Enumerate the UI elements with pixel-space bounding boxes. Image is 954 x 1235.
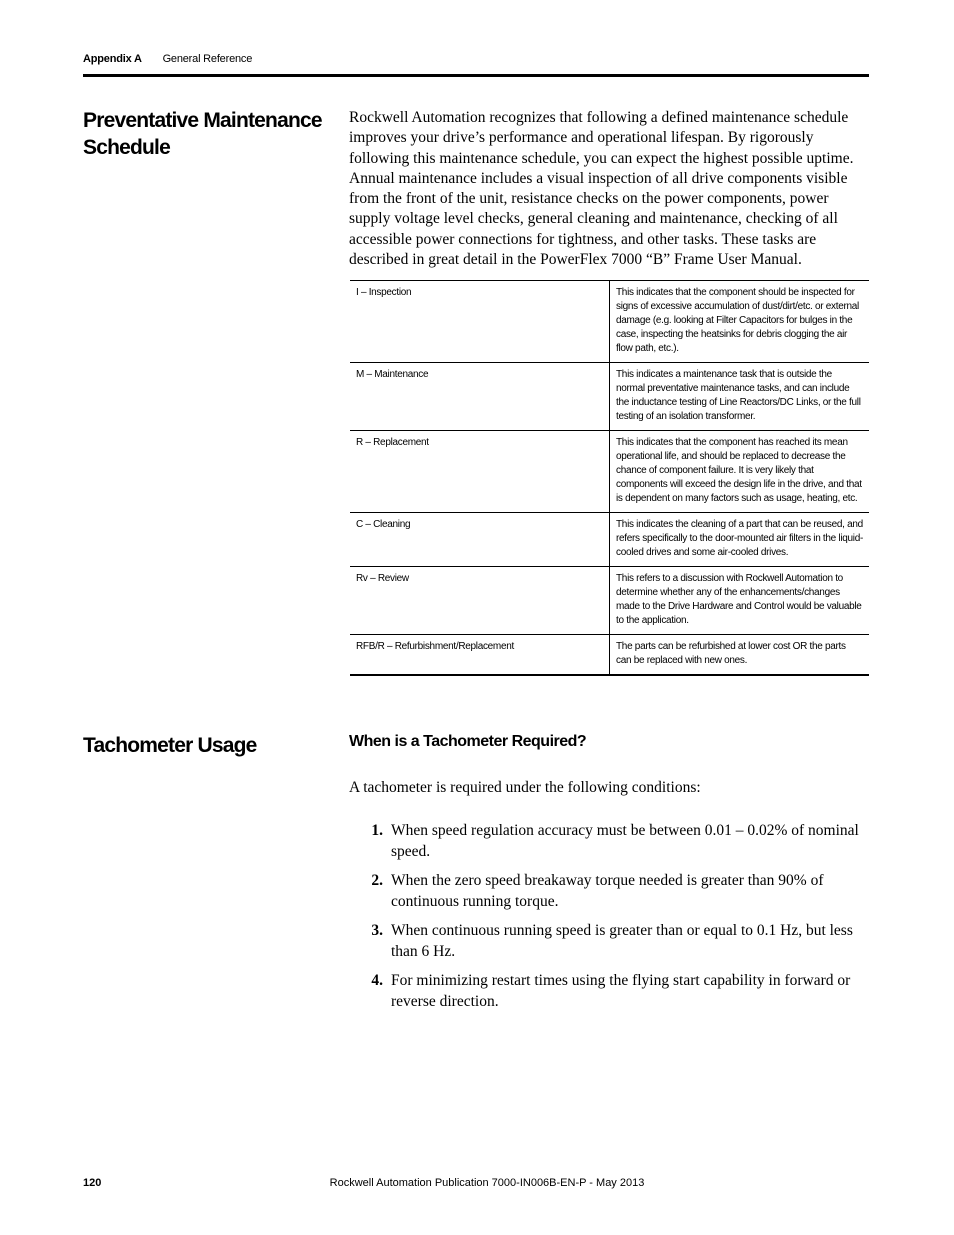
- list-number: 2.: [371, 872, 383, 889]
- legend-description: The parts can be refurbished at lower cost OR the parts can be replaced with new ones.: [610, 635, 870, 676]
- legend-description: This indicates a maintenance task that is outside the normal preventative maintenance tasks, and can include the inductance testing of Line Reactors/DC Links, or the full testing of an isolation transformer.: [610, 363, 870, 431]
- list-text: When speed regulation accuracy must be between 0.01 – 0.02% of nominal speed.: [391, 822, 859, 860]
- section-label: General Reference: [162, 53, 253, 65]
- page-number: 120: [83, 1177, 102, 1189]
- legend-description: This indicates the cleaning of a part that can be reused, and refers specifically to the door-mounted air filters in the liquid-cooled drives and some air-cooled drives.: [610, 513, 870, 567]
- legend-description: This indicates that the component has reached its mean operational life, and should be replaced to decrease the chance of component failure. It is very likely that components will exceed the design life in the drive, and that is dependent on many factors such as usage, heating, etc.: [610, 431, 870, 513]
- list-number: 3.: [371, 922, 383, 939]
- table-row: [350, 431, 869, 513]
- publication-line: Rockwell Automation Publication 7000-IN006B-EN-P - May 2013: [329, 1177, 645, 1189]
- tachometer-conditions-list: [349, 820, 869, 1020]
- table-row: [350, 281, 869, 363]
- maintenance-heading: Preventative Maintenance Schedule: [83, 109, 322, 159]
- tachometer-lead: A tachometer is required under the following conditions:: [349, 779, 701, 796]
- table-row: [350, 363, 869, 431]
- table-row: [350, 513, 869, 567]
- list-item: [349, 920, 869, 962]
- table-row: [350, 567, 869, 635]
- list-number: 4.: [371, 972, 383, 989]
- header-rule: [83, 74, 869, 77]
- list-item: [349, 870, 869, 912]
- appendix-label: Appendix A: [83, 53, 142, 65]
- legend-term: I – Inspection: [356, 287, 412, 298]
- legend-term: Rv – Review: [350, 567, 610, 635]
- tachometer-subheading: When is a Tachometer Required?: [349, 733, 587, 750]
- list-text: For minimizing restart times using the flying start capability in forward or reverse direction.: [391, 972, 851, 1010]
- legend-term: R – Replacement: [350, 431, 610, 513]
- list-item: [349, 970, 869, 1012]
- list-text: When the zero speed breakaway torque needed is greater than 90% of continuous running torque.: [391, 872, 824, 910]
- list-item: [349, 820, 869, 862]
- table-row: [350, 635, 869, 676]
- list-number: 1.: [371, 822, 383, 839]
- legend-term: C – Cleaning: [350, 513, 610, 567]
- running-header: [83, 53, 252, 65]
- maintenance-legend-table: [350, 280, 869, 676]
- list-text: When continuous running speed is greater than or equal to 0.1 Hz, but less than 6 Hz.: [391, 922, 853, 960]
- tachometer-heading: Tachometer Usage: [83, 734, 257, 757]
- legend-term: RFB/R – Refurbishment/Replacement: [350, 635, 610, 676]
- legend-description: This indicates that the component should be inspected for signs of excessive accumulation of dust/dirt/etc. or external damage (e.g. looking at Filter Capacitors for bulges in the case, inspecting the heatsinks for debris clogging the air flow path, etc.).: [610, 281, 870, 363]
- maintenance-intro: Rockwell Automation recognizes that following a defined maintenance schedule improves your drive’s performance and operational lifespan. By rigorously following this maintenance schedule, you can expect the highest possible uptime. Annual maintenance includes a visual inspection of all drive components visible from the front of the unit, resistance checks on the power components, power supply voltage level checks, general cleaning and maintenance, checking of all accessible power connections for tightness, and other tasks. These tasks are described in great detail in the PowerFlex 7000 “B” Frame User Manual.: [349, 109, 854, 269]
- legend-term: M – Maintenance: [350, 363, 610, 431]
- legend-description: This refers to a discussion with Rockwell Automation to determine whether any of the enhancements/changes made to the Drive Hardware and Control would be valuable to the application.: [610, 567, 870, 635]
